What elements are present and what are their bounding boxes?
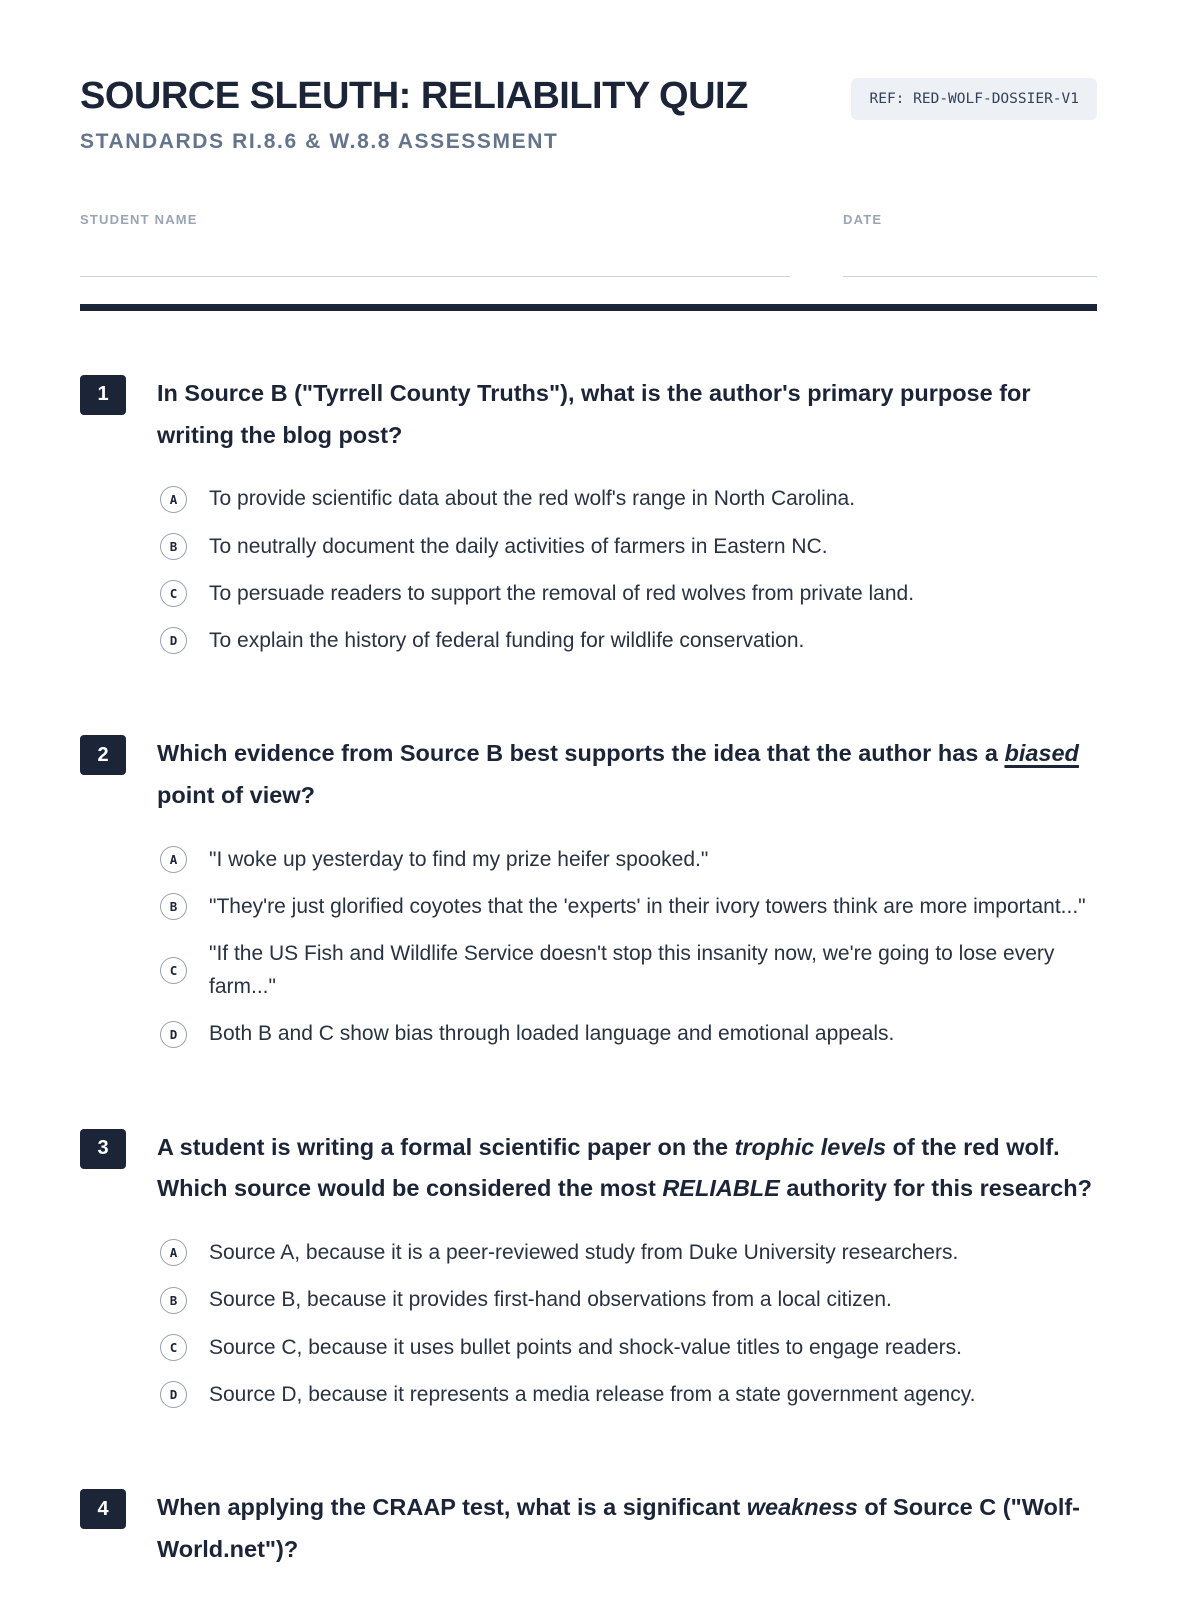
prompt-segment: of Source C ("Wolf-World.net")? [157,1494,1081,1562]
option-text: To neutrally document the daily activities of farmers in Eastern NC. [209,534,828,558]
option-text: "They're just glorified coyotes that the 'experts' in their ivory towers think are more important..." [209,894,1086,918]
prompt-segment-emphasis: trophic levels [734,1133,887,1160]
option-letter-badge: A [160,486,187,513]
option-text: To explain the history of federal funding for wildlife conservation. [209,628,805,652]
question-1-prompt [157,373,1097,457]
prompt-segment-emphasis: RELIABLE [662,1175,780,1202]
option-letter-badge: C [160,580,187,607]
option-letter-badge: A [160,1239,187,1266]
option-text: To persuade readers to support the removal of red wolves from private land. [209,581,915,605]
title-block [80,76,748,154]
question-1 [80,373,1097,671]
prompt-segment: In Source B ("Tyrrell County Truths"), what is the author's primary purpose for writing the blog post? [157,379,1031,448]
option-3d[interactable] [160,1378,1097,1411]
prompt-segment: A student is writing a formal scientific paper on the [157,1133,735,1160]
question-3-prompt [157,1127,1097,1211]
page-subtitle: STANDARDS RI.8.6 & W.8.8 ASSESSMENT [80,129,559,153]
prompt-segment: When applying the CRAAP test, what is a significant [157,1494,747,1520]
question-2-prompt [157,733,1097,817]
option-text: Source B, because it provides first-hand observations from a local citizen. [209,1288,892,1312]
student-name-field [80,212,790,277]
option-text: Source C, because it uses bullet points and shock-value titles to engage readers. [209,1335,962,1359]
prompt-segment: authority for this research? [779,1175,1092,1202]
option-letter-badge: B [160,1287,187,1314]
option-letter-badge: B [160,893,187,920]
option-text: To provide scientific data about the red wolf's range in North Carolina. [209,487,856,511]
option-1a[interactable] [160,482,1097,515]
fields-row [80,212,1097,277]
option-2b[interactable] [160,890,1097,923]
question-1-body [157,373,1097,671]
option-3c[interactable] [160,1331,1097,1364]
question-1-options [157,482,1097,657]
option-letter-badge: C [160,957,187,984]
prompt-segment-emphasis: weakness [746,1494,858,1520]
question-3-number-badge: 3 [80,1129,126,1169]
date-input-line[interactable] [843,276,1097,277]
question-3-options [157,1236,1097,1411]
header [80,76,1097,154]
prompt-segment: Which evidence from Source B best supports the idea that the author has a [157,740,1005,767]
question-4-prompt [157,1487,1097,1571]
option-1c[interactable] [160,577,1097,610]
prompt-segment: point of view? [157,781,315,808]
question-2-number-badge: 2 [80,735,126,775]
option-text: Source A, because it is a peer-reviewed study from Duke University researchers. [209,1241,959,1265]
student-name-label: STUDENT NAME [80,211,198,227]
question-4-number-badge: 4 [80,1489,126,1529]
option-3a[interactable] [160,1236,1097,1269]
student-name-input-line[interactable] [80,276,790,277]
option-letter-badge: B [160,533,187,560]
option-letter-badge: D [160,1381,187,1408]
option-text: Both B and C show bias through loaded language and emotional appeals. [209,1022,895,1046]
date-field [843,212,1097,277]
question-3-body [157,1127,1097,1425]
header-divider [80,304,1097,311]
date-label: DATE [843,211,883,227]
prompt-segment-emphasis: biased [1004,740,1079,767]
question-2 [80,733,1097,1065]
question-1-number-badge: 1 [80,375,126,415]
question-2-options [157,843,1097,1051]
option-1d[interactable] [160,624,1097,657]
option-letter-badge: D [160,627,187,654]
option-text: "If the US Fish and Wildlife Service doesn't stop this insanity now, we're going to lose every farm..." [209,942,1055,999]
question-3 [80,1127,1097,1425]
option-1b[interactable] [160,530,1097,563]
option-2d[interactable] [160,1017,1097,1050]
prompt-segment: of the red wolf. Which source would be considered the most [157,1133,1060,1202]
option-letter-badge: C [160,1334,187,1361]
option-2a[interactable] [160,843,1097,876]
question-2-body [157,733,1097,1065]
option-text: "I woke up yesterday to find my prize heifer spooked." [209,847,709,871]
option-3b[interactable] [160,1283,1097,1316]
option-letter-badge: D [160,1021,187,1048]
question-4 [80,1487,1097,1571]
page-title: SOURCE SLEUTH: RELIABILITY QUIZ [80,75,748,117]
option-text: Source D, because it represents a media release from a state government agency. [209,1382,976,1406]
ref-badge: REF: RED-WOLF-DOSSIER-V1 [851,78,1097,120]
option-letter-badge: A [160,846,187,873]
option-2c[interactable] [160,937,1097,1003]
question-4-body [157,1487,1097,1571]
